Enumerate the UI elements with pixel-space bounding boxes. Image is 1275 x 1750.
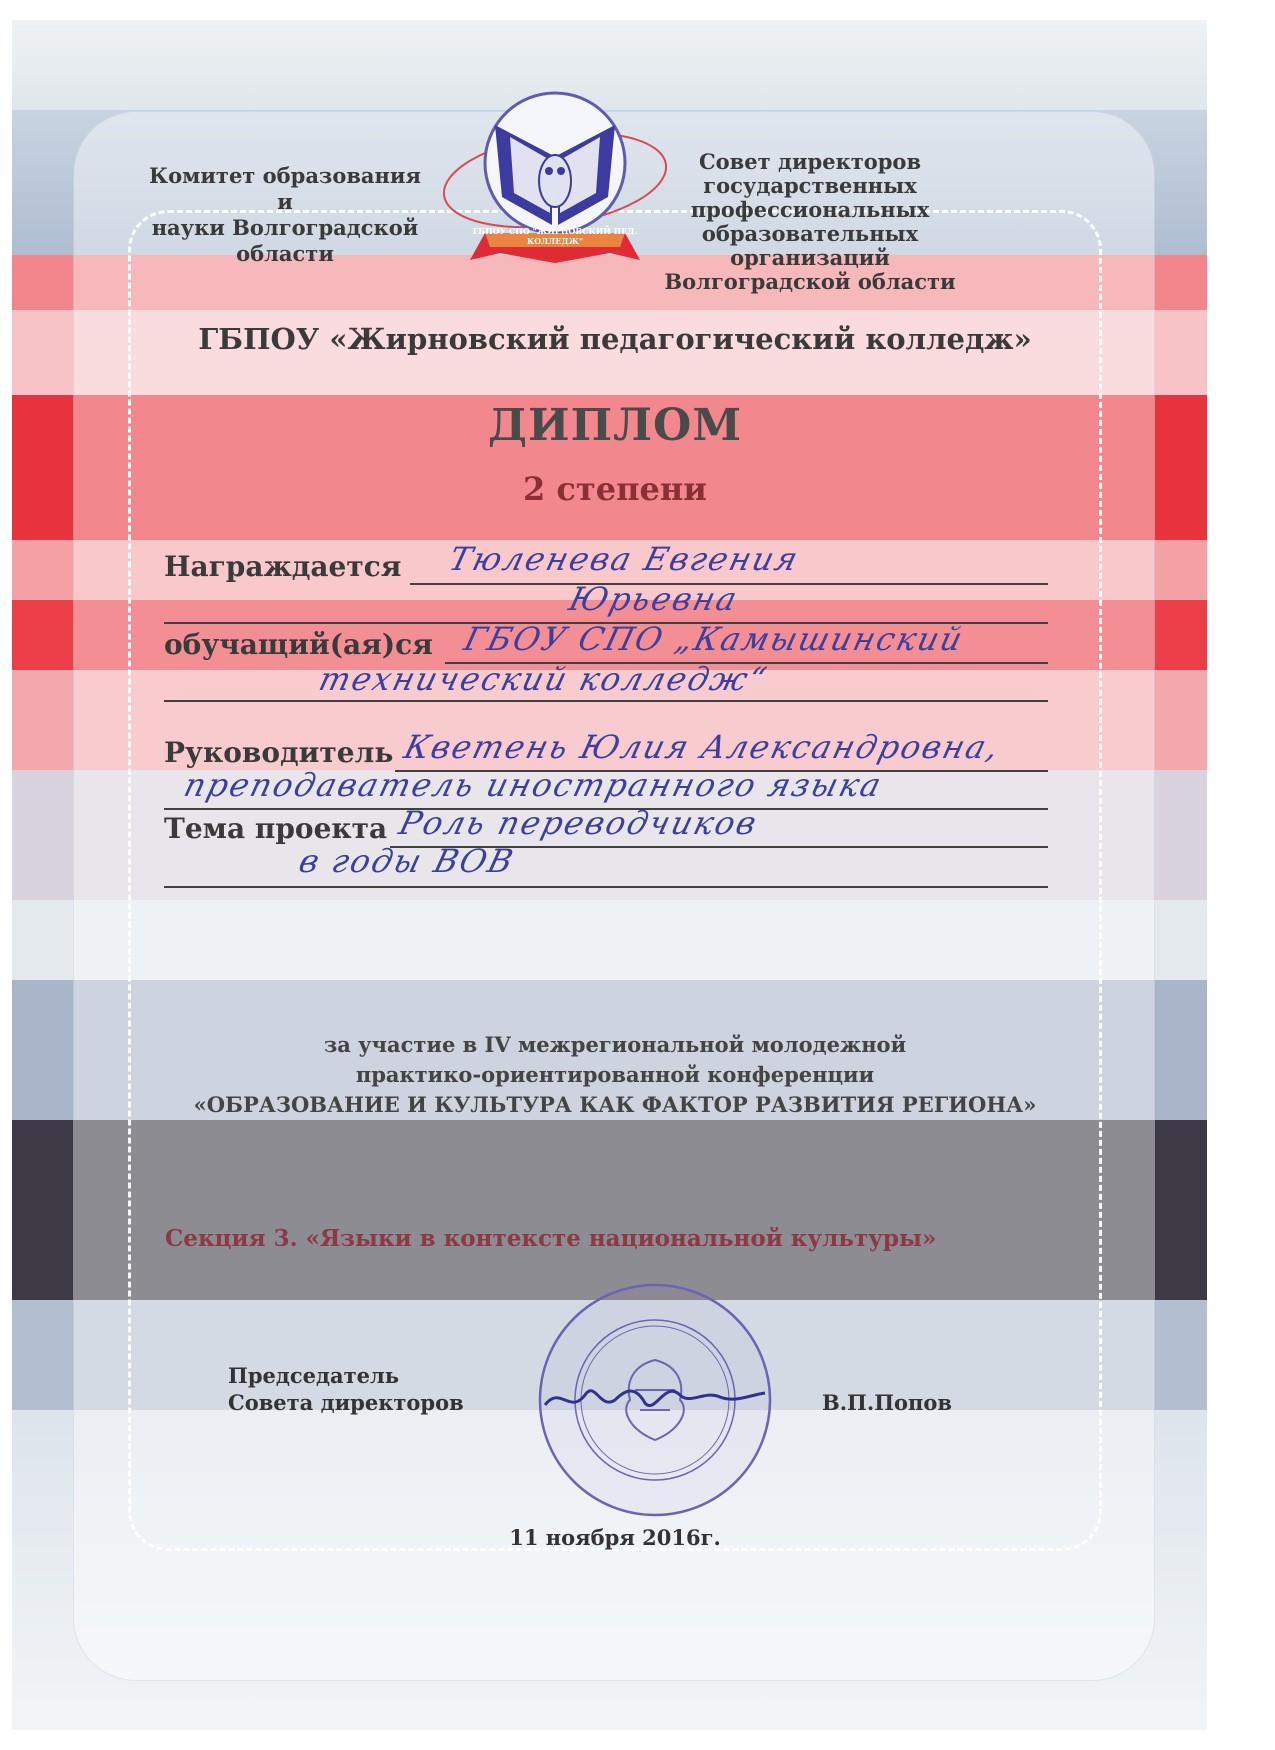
- student-line-2: [164, 700, 1048, 702]
- issue-date: 11 ноября 2016г.: [509, 1525, 721, 1550]
- topic-line1-text: Роль переводчиков: [395, 804, 763, 842]
- handwritten-signature: [540, 1365, 770, 1425]
- institution-name: ГБПОУ «Жирновский педагогический колледж»: [198, 322, 1032, 356]
- awarded-label: Награждается: [164, 550, 402, 583]
- right-organization: Совет директоров государственных профессиональных образовательных организаций Волгоградской области: [664, 149, 956, 294]
- signatory-role: Председатель Совета директоров: [228, 1363, 464, 1415]
- supervisor-line1-text: Кветень Юлия Александровна,: [400, 728, 1005, 766]
- student-line1-text: ГБОУ СПО „Камышинский: [460, 620, 969, 658]
- awarded-name-line2: Юрьевна: [565, 580, 743, 618]
- logo-ribbon-text: ГБПОУ СПО "ЖИРНОВСКИЙ ПЕД. КОЛЛЕДЖ": [472, 226, 638, 246]
- supervisor-line2-text: преподаватель иностранного языка: [180, 766, 887, 804]
- participation-text: за участие в IV межрегиональной молодежной практико-ориентированной конференции «ОБРАЗОВАНИЕ И КУЛЬТУРА КАК ФАКТОР РАЗВИТИЯ РЕГИОНА»: [193, 1032, 1037, 1117]
- diploma-degree: 2 степени: [522, 470, 707, 508]
- section-title: Секция 3. «Языки в контексте национальной культуры»: [165, 1225, 937, 1252]
- topic-line2-text: в годы ВОВ: [295, 842, 519, 880]
- diploma-title: ДИПЛОМ: [487, 400, 743, 451]
- left-organization: Комитет образования и науки Волгоградской области: [149, 163, 421, 266]
- signatory-name: В.П.Попов: [822, 1390, 953, 1415]
- college-logo: [440, 85, 670, 275]
- awarded-name-line1: Тюленева Евгения: [445, 540, 804, 578]
- supervisor-label: Руководитель: [164, 736, 394, 769]
- student-label: обучащий(ая)ся: [164, 628, 433, 661]
- topic-line-2: [164, 886, 1048, 888]
- student-line2-text: технический колледж“: [315, 660, 773, 698]
- topic-label: Тема проекта: [164, 812, 388, 845]
